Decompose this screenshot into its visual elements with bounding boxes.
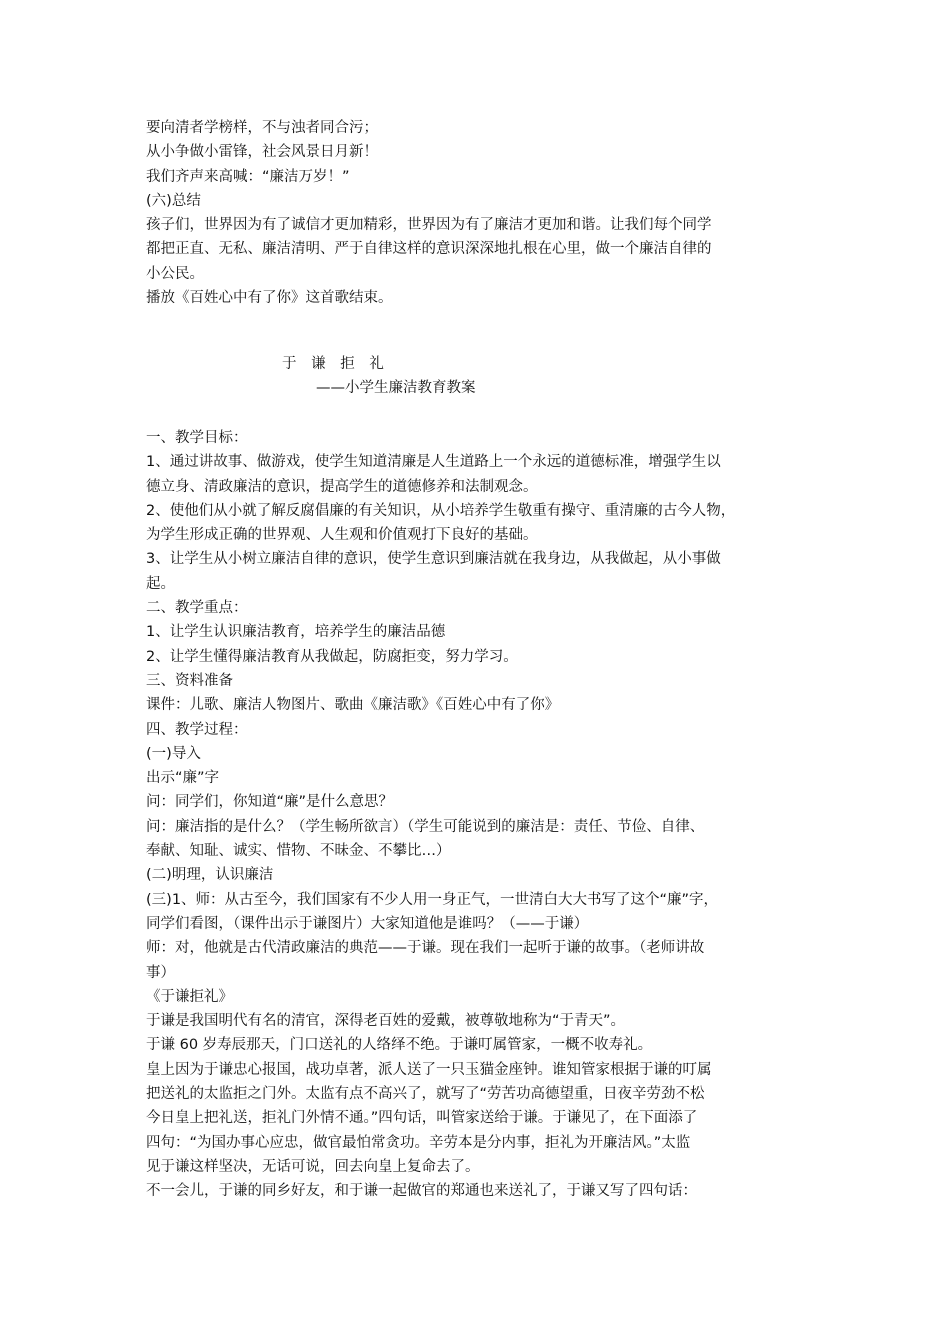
closing-section (146, 116, 816, 310)
text-line: 奉献、知耻、诚实、惜物、不昧金、不攀比…） (146, 843, 451, 860)
text-line: 四句：“为国办事心应忠，做官最怕常贪功。辛劳本是分内事，拒礼为开廉洁风。”太监 (146, 1134, 691, 1151)
text-line: 小公民。 (146, 265, 204, 282)
text-line: 1、让学生认识廉洁教育，培养学生的廉洁品德 (146, 624, 446, 641)
text-line: 四、教学过程： (146, 721, 248, 738)
text-line: 二、教学重点： (146, 600, 248, 617)
text-line: 课件：儿歌、廉洁人物图片、歌曲《廉洁歌》《百姓心中有了你》 (146, 697, 560, 714)
lesson-body (146, 426, 816, 1204)
text-line: 三、资料准备 (146, 672, 233, 689)
text-line: 于谦是我国明代有名的清官，深得老百姓的爱戴，被尊敬地称为“于青天”。 (146, 1013, 626, 1030)
text-line: (一)导入 (146, 745, 201, 762)
text-line: 德立身、清政廉洁的意识，提高学生的道德修养和法制观念。 (146, 478, 538, 495)
text-line: 1、通过讲故事、做游戏，使学生知道清廉是人生道路上一个永远的道德标准，增强学生以 (146, 454, 721, 471)
text-line: 把送礼的太监拒之门外。太监有点不高兴了，就写了“劳苦功高德望重，日夜辛劳劲不松 (146, 1086, 705, 1103)
text-line: 于谦 60 岁寿辰那天，门口送礼的人络绎不绝。于谦叮属管家，一概不收寿礼。 (146, 1037, 653, 1054)
text-line: 师：对，他就是古代清政廉洁的典范——于谦。现在我们一起听于谦的故事。（老师讲故 (146, 940, 705, 957)
text-line: (三)1、师：从古至今，我们国家有不少人用一身正气，一世清白大大书写了这个“廉”字， (146, 891, 719, 908)
text-line: 今日皇上把礼送，拒礼门外情不通。”四句话，叫管家送给于谦。于谦见了，在下面添了 (146, 1110, 698, 1127)
text-line: 见于谦这样坚决，无话可说，回去向皇上复命去了。 (146, 1158, 480, 1175)
text-line: (六)总结 (146, 192, 201, 209)
text-line: 皇上因为于谦忠心报国，战功卓著，派人送了一只玉猫金座钟。谁知管家根据于谦的叮属 (146, 1061, 712, 1078)
lesson-subtitle: ——小学生廉洁教育教案 (316, 380, 476, 396)
text-line: 事） (146, 964, 175, 981)
text-line: 播放《百姓心中有了你》这首歌结束。 (146, 290, 393, 307)
text-line: 问：廉洁指的是什么？（学生畅所欲言）（学生可能说到的廉洁是：责任、节俭、自律、 (146, 818, 705, 835)
text-line: 一、教学目标： (146, 430, 248, 446)
text-line: 我们齐声来高喊：“廉洁万岁！” (146, 168, 350, 185)
text-line: 孩子们，世界因为有了诚信才更加精彩，世界因为有了廉洁才更加和谐。让我们每个同学 (146, 217, 712, 234)
text-line: 要向清者学榜样，不与浊者同合污； (146, 120, 378, 136)
text-line: 2、使他们从小就了解反腐倡廉的有关知识，从小培养学生敬重有操守、重清廉的古今人物， (146, 502, 736, 519)
text-line: 同学们看图，（课件出示于谦图片）大家知道他是谁吗？（——于谦） (146, 915, 589, 932)
text-line: 都把正直、无私、廉洁清明、严于自律这样的意识深深地扎根在心里，做一个廉洁自律的 (146, 241, 712, 258)
text-line: 从小争做小雷锋，社会风景日月新！ (146, 144, 378, 161)
text-line: (二)明理，认识廉洁 (146, 867, 274, 884)
text-line: 起。 (146, 575, 175, 592)
text-line: 2、让学生懂得廉洁教育从我做起，防腐拒变，努力学习。 (146, 648, 518, 665)
lesson-title: 于 谦 拒 礼 (282, 356, 389, 372)
text-line: 为学生形成正确的世界观、人生观和价值观打下良好的基础。 (146, 527, 538, 544)
text-line: 《于谦拒礼》 (146, 988, 233, 1005)
text-line: 问：同学们，你知道“廉”是什么意思？ (146, 794, 394, 811)
text-line: 3、让学生从小树立廉洁自律的意识，使学生意识到廉洁就在我身边，从我做起，从小事做 (146, 551, 721, 568)
text-line: 不一会儿，于谦的同乡好友，和于谦一起做官的郑通也来送礼了，于谦又写了四句话： (146, 1183, 697, 1200)
text-line: 出示“廉”字 (146, 770, 220, 787)
